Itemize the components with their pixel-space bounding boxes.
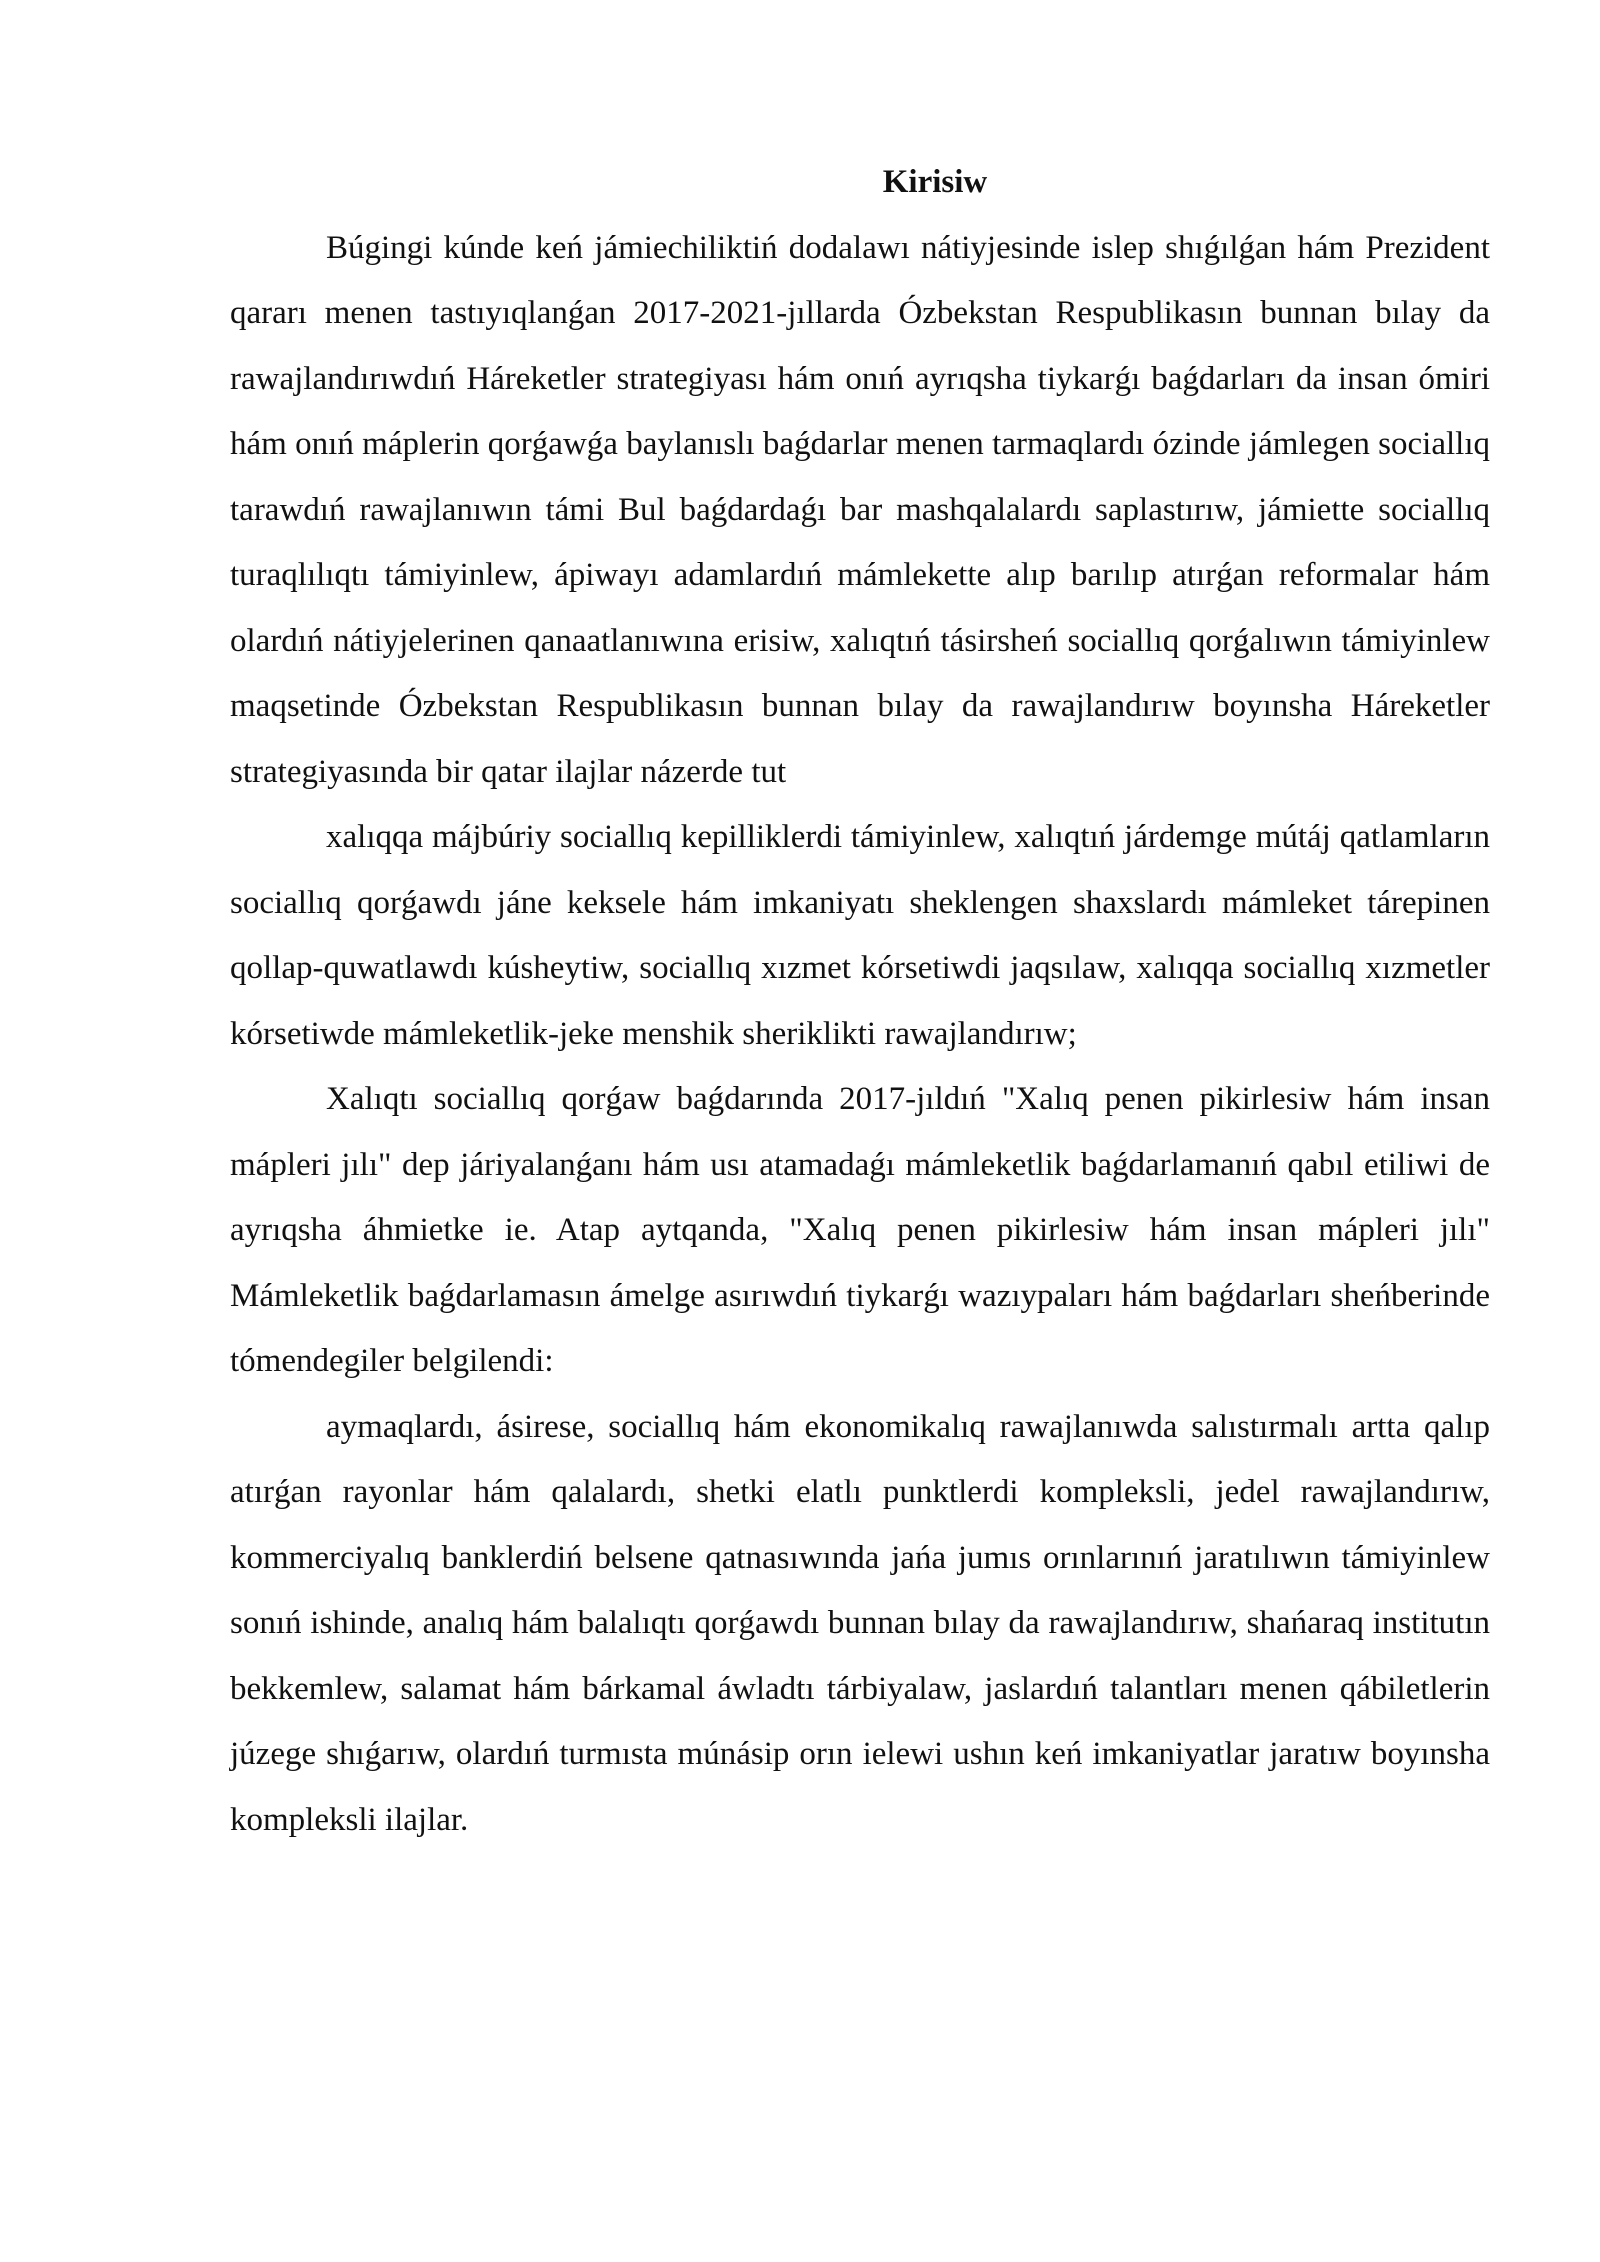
document-title: Kirisiw [882, 164, 988, 200]
document-body [230, 150, 1490, 1853]
paragraph-social-guarantees: xalıqqa májbúriy sociallıq kepilliklerdi támiyinlew, xalıqtıń járdemge mútáj qatlamların sociallıq qorǵawdı jáne keksele hám imkaniyatı sheklengen shaxslardı mámleket tárepinen qollap-quwatlawdı kúsheytiw, sociallıq xızmet kórsetiwdi jaqsılaw, xalıqqa sociallıq xızmetler kórsetiwde mámleketlik-jeke menshik sheriklikti rawajlandırıw; [230, 819, 1490, 1052]
paragraph-regional-development: aymaqlardı, ásirese, sociallıq hám ekonomikalıq rawajlanıwda salıstırmalı artta qalıp atırǵan rayonlar hám qalalardı, shetki elatlı punktlerdi kompleksli, jedel rawajlandırıw, kommerciyalıq banklerdiń belsene qatnasıwında jańa jumıs orınlarınıń jaratılıwın támiyinlew sonıń ishinde, analıq hám balalıqtı qorǵawdı bunnan bılay da rawajlandırıw, shańaraq institutın bekkemlew, salamat hám bárkamal áwladtı tárbiyalaw, jaslardıń talantları menen qábiletlerin júzege shıǵarıw, olardıń turmısta múnásip orın ielewi ushın keń imkaniyatlar jaratıw boyınsha kompleksli ilajlar. [230, 1408, 1490, 1838]
paragraph-social-protection: Xalıqtı sociallıq qorǵaw baǵdarında 2017-jıldıń "Xalıq penen pikirlesiw hám insan mápleri jılı" dep járiyalanǵanı hám usı atamadaǵı mámleketlik baǵdarlamanıń qabıl etiliwi de ayrıqsha áhmietke ie. Atap aytqanda, "Xalıq penen pikirlesiw hám insan mápleri jılı" Mámleketlik baǵdarlamasın ámelge asırıwdıń tiykarǵı wazıypaları hám baǵdarları sheńberinde tómendegiler belgilendi: [230, 1081, 1490, 1379]
paragraph-intro: Búgingi kúnde keń jámiechiliktiń dodalawı nátiyjesinde islep shıǵılǵan hám Prezident qararı menen tastıyıqlanǵan 2017-2021-jıllarda Ózbekstan Respublikasın bunnan bılay da rawajlandırıwdıń Háreketler strategiyası hám onıń ayrıqsha tiykarǵı baǵdarları da insan ómiri hám onıń máplerin qorǵawǵa baylanıslı baǵdarlar menen tarmaqlardı ózinde jámlegen sociallıq tarawdıń rawajlanıwın támi Bul baǵdardaǵı bar mashqalalardı saplastırıw, jámiette sociallıq turaqlılıqtı támiyinlew, ápiwayı adamlardıń mámlekette alıp barılıp atırǵan reformalar hám olardıń nátiyjelerinen qanaatlanıwına erisiw, xalıqtıń tásirsheń sociallıq qorǵalıwın támiyinlew maqsetinde Ózbekstan Respublikasın bunnan bılay da rawajlandırıw boyınsha Háreketler strategiyasında bir qatar ilajlar názerde tut [230, 229, 1490, 790]
